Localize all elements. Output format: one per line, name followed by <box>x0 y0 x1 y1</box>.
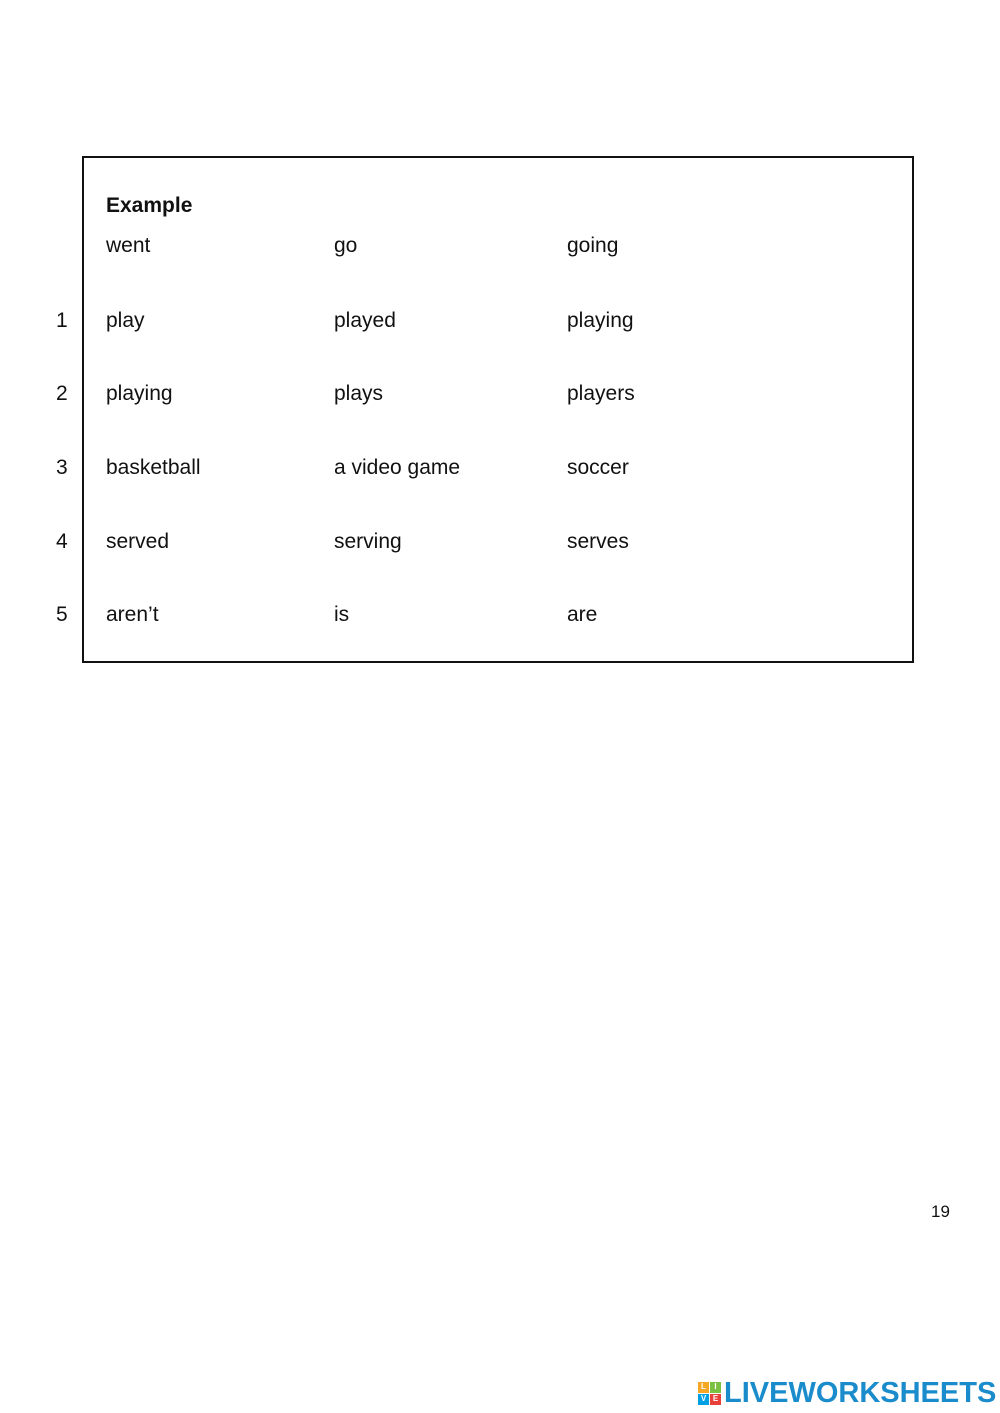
logo-block: L <box>698 1382 709 1393</box>
question-5-option-c[interactable]: are <box>567 603 598 626</box>
question-3-option-c[interactable]: soccer <box>567 456 629 479</box>
logo-block: E <box>710 1394 721 1405</box>
liveworksheets-logo <box>698 1378 996 1408</box>
question-number: 2 <box>56 382 68 405</box>
question-4-option-c[interactable]: serves <box>567 530 629 553</box>
question-number: 4 <box>56 530 68 553</box>
question-1-option-a[interactable]: play <box>106 309 145 332</box>
question-1-option-b[interactable]: played <box>334 309 396 332</box>
logo-blocks-icon <box>698 1382 721 1405</box>
question-4-option-b[interactable]: serving <box>334 530 402 553</box>
question-4-option-a[interactable]: served <box>106 530 170 553</box>
question-1-option-c[interactable]: playing <box>567 309 634 332</box>
example-option-c: going <box>567 234 619 257</box>
page-number: 19 <box>931 1202 950 1221</box>
options-box <box>82 156 914 663</box>
example-heading: Example <box>106 194 193 217</box>
question-number: 5 <box>56 603 68 626</box>
question-number: 3 <box>56 456 68 479</box>
question-3-option-a[interactable]: basketball <box>106 456 201 479</box>
logo-block: V <box>698 1394 709 1405</box>
question-2-option-a[interactable]: playing <box>106 382 173 405</box>
example-option-a: went <box>106 234 151 257</box>
question-3-option-b[interactable]: a video game <box>334 456 461 479</box>
logo-block: I <box>710 1382 721 1393</box>
example-option-b: go <box>334 234 358 257</box>
question-2-option-b[interactable]: plays <box>334 382 384 405</box>
question-2-option-c[interactable]: players <box>567 382 635 405</box>
question-5-option-a[interactable]: aren’t <box>106 603 159 626</box>
logo-text: LIVEWORKSHEETS <box>724 1377 997 1409</box>
question-5-option-b[interactable]: is <box>334 603 350 626</box>
question-number: 1 <box>56 309 68 332</box>
